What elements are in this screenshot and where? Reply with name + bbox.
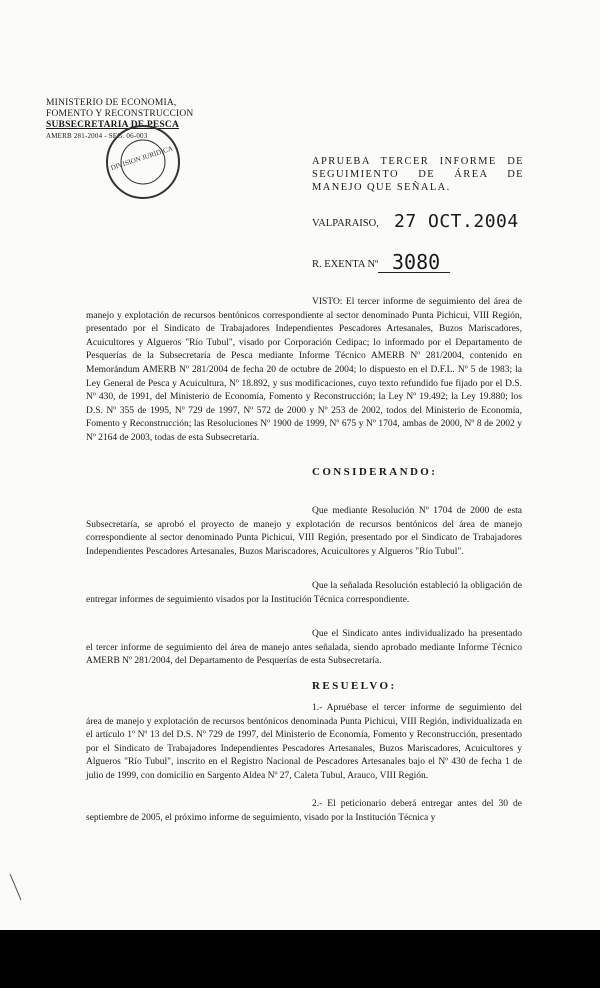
- resolution-number: 3080: [392, 250, 441, 274]
- date-stamp: 27 OCT.2004: [394, 211, 519, 232]
- date-label: VALPARAISO,: [312, 218, 379, 229]
- ministry-department: FOMENTO Y RECONSTRUCCION: [46, 109, 194, 119]
- division-juridica-stamp: [103, 122, 183, 202]
- resolution-subject: APRUEBA TERCER INFORME DE SEGUIMIENTO DE ÁREA DE MANEJO QUE SEÑALA.: [312, 156, 524, 193]
- considerando-paragraph-1: Que mediante Resolución Nº 1704 de 2000 de esta Subsecretaría, se aprobó el proyecto de manejo y explotación de recursos bentónicos del área de manejo correspondiente al sector denominado Punta Pichicui, VIII Región, presentado por el Sindicato de Trabajadores Independientes Pescadores Artesanales, Buzos Mariscadores, Acuicultores y Algueros "Río Tubul".: [86, 506, 522, 557]
- ministry-name: MINISTERIO DE ECONOMIA,: [46, 98, 177, 108]
- subsecretariat-name: SUBSECRETARIA DE PESCA: [46, 120, 180, 130]
- visto-paragraph: VISTO: El tercer informe de seguimiento del área de manejo y explotación de recursos bentónicos correspondiente al sector denominado Punta Pichicui, VIII Región, presentado por el Sindicato de Trabajadores Independientes Pescadores Artesanales, Buzos Mariscadores, Acuicultores y Algueros "Río Tubul", visado por Corporación Cedipac; lo informado por el Departamento de Pesquerías de la Subsecretaría de Pesca mediante Informe Técnico AMERB Nº 281/2004, contenido en Memorándum AMERB Nº 281/2004 de fecha 20 de octubre de 2004; lo dispuesto en el D.F.L. Nº 5 de 1983; la Ley General de Pesca y Acuicultura, Nº 18.892, y sus modificaciones, cuyo texto refundido fue fijado por el D.S. Nº 430, de 1991, del Ministerio de Economía, Fomento y Reconstrucción; la Ley Nº 19.492; la Ley 19.880; los D.S. Nº 355 de 1995, Nº 729 de 1997, Nº 572 de 2000 y Nº 253 de 2002, todos del Ministerio de Economía, Fomento y Reconstrucción; las Resoluciones Nº 1900 de 1999, Nº 675 y Nº 1704, ambas de 2000, Nº 8 de 2002 y Nº 2164 de 2003, todas de esta Subsecretaría.: [86, 297, 522, 443]
- resuelvo-paragraph-2: 2.- El peticionario deberá entregar antes del 30 de septiembre de 2005, el próximo informe de seguimiento, visado por la Institución Técnica y: [86, 799, 522, 823]
- considerando-paragraph-3: Que el Sindicato antes individualizado ha presentado el tercer informe de seguimiento del área de manejo antes señalada, siendo aprobado mediante Informe Técnico AMERB Nº 281/2004, del Departamento de Pesquerías de esta Subsecretaría.: [86, 629, 522, 667]
- considerando-paragraph-2: Que la señalada Resolución estableció la obligación de entregar informes de seguimiento visados por la Institución Técnica correspondiente.: [86, 581, 522, 605]
- resuelvo-paragraph-1: 1.- Apruébase el tercer informe de seguimiento del área de manejo y explotación de recursos bentónicos denominada Punta Pichicui, VIII Región, individualizada en el artículo 1º Nº 13 del D.S. Nº 729 de 1997, del Ministerio de Economía, Fomento y Reconstrucción, presentado por el Sindicato de Trabajadores Independientes Pescadores Artesanales, Buzos Mariscadores, Acuicultores y Algueros "Río Tubul", inscrito en el Registro Nacional de Pescadores Artesanales bajo el Nº 430 de fecha 1 de julio de 1999, con domicilio en Sargento Aldea Nº 27, Caleta Tubul, Arauco, VIII Región.: [86, 703, 522, 781]
- date-line: [312, 211, 542, 241]
- resolution-label: R. EXENTA Nº: [312, 259, 379, 270]
- scan-bottom-border: [0, 930, 600, 988]
- reference-code: AMERB 281-2004 - SEG. 06-003: [46, 132, 148, 140]
- considerando-heading: CONSIDERANDO:: [312, 466, 438, 478]
- stamp-text: DIVISION JURIDICA: [109, 144, 174, 173]
- resuelvo-heading: RESUELVO:: [312, 680, 397, 692]
- margin-scan-mark: [8, 872, 24, 902]
- resolution-number-line: [312, 250, 542, 280]
